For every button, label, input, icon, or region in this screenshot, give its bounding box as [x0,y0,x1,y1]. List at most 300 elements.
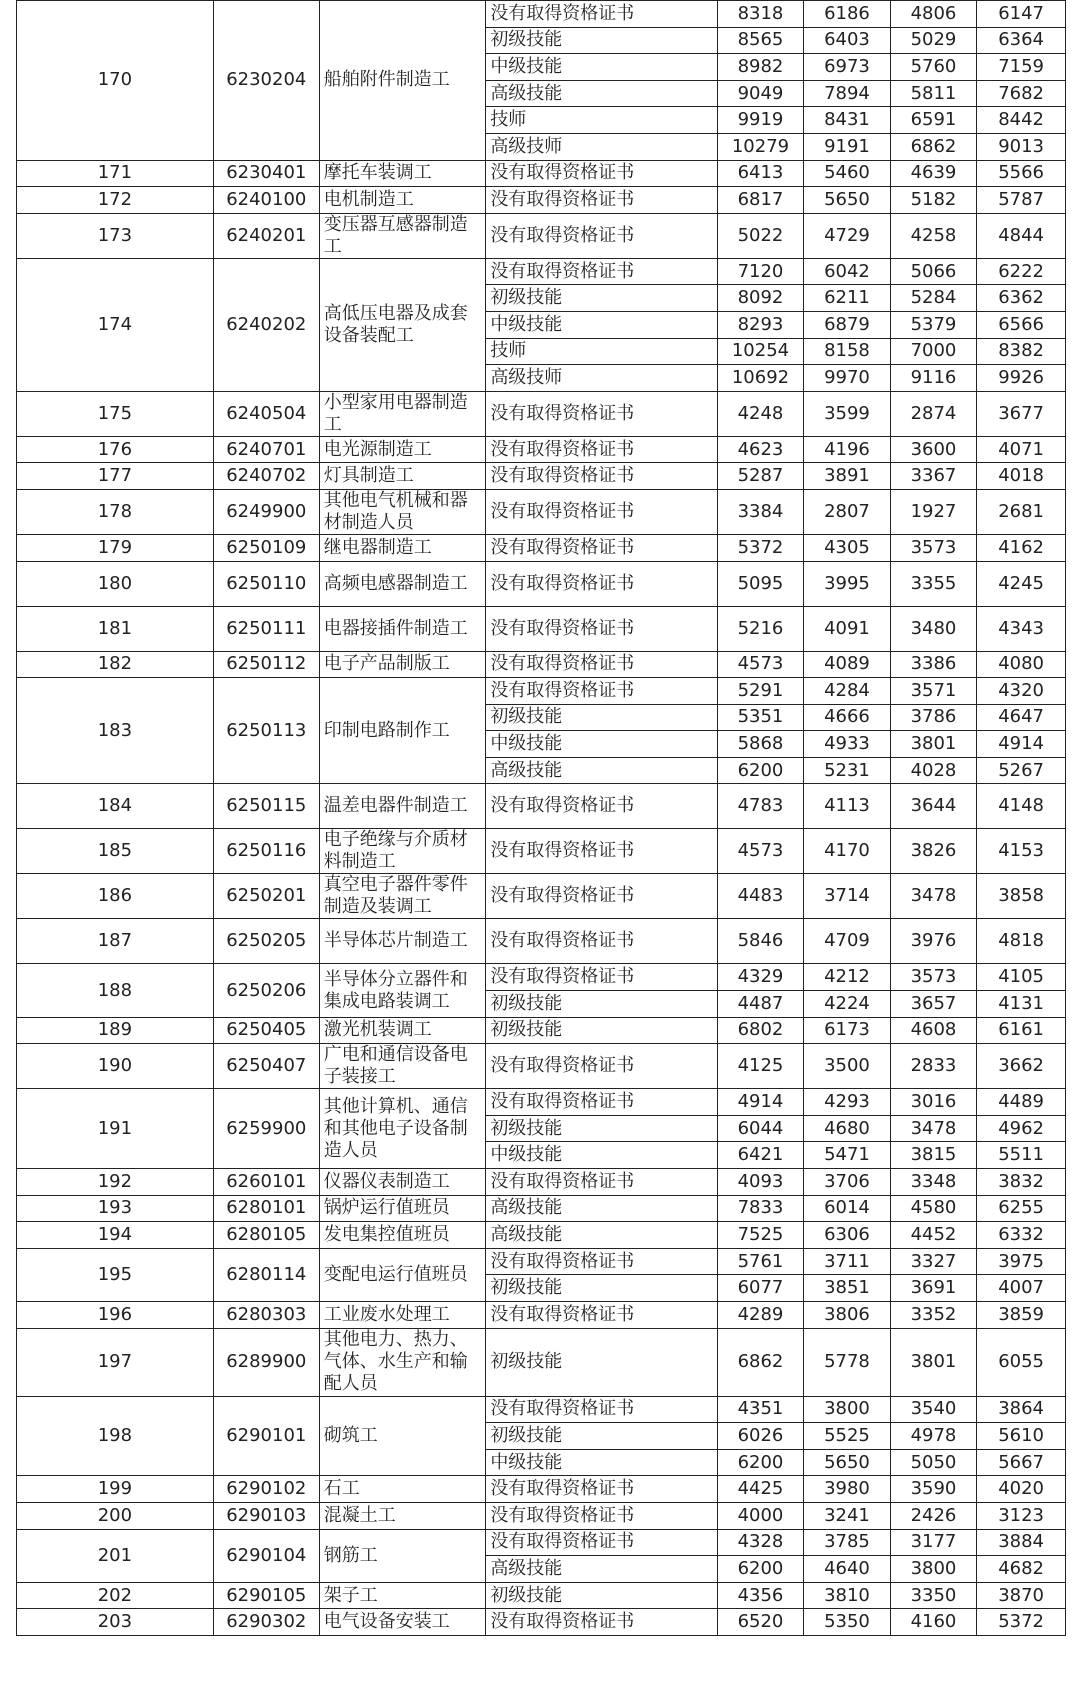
table-row [17,651,1066,678]
row-number: 178 [17,489,214,534]
occupation-code: 6280303 [213,1302,319,1329]
occupation-name: 继电器制造工 [319,534,486,561]
wage-value: 3800 [804,1396,891,1423]
wage-value: 5267 [977,757,1066,784]
wage-value: 5811 [890,80,977,107]
skill-level: 中级技能 [486,1449,717,1476]
wage-value: 8382 [977,338,1066,365]
skill-level: 没有取得资格证书 [486,391,717,436]
wage-value: 4080 [977,651,1066,678]
wage-value: 3980 [804,1476,891,1503]
skill-level: 没有取得资格证书 [486,1476,717,1503]
skill-level: 没有取得资格证书 [486,1502,717,1529]
wage-value: 4978 [890,1423,977,1450]
skill-level: 没有取得资格证书 [486,1609,717,1636]
table-row [17,874,1066,919]
wage-value: 9926 [977,365,1066,392]
wage-value: 3691 [890,1275,977,1302]
table-row [17,489,1066,534]
occupation-name: 电器接插件制造工 [319,606,486,651]
wage-value: 4608 [890,1017,977,1044]
row-number: 188 [17,964,214,1017]
skill-level: 没有取得资格证书 [486,436,717,463]
wage-value: 7000 [890,338,977,365]
occupation-name: 钢筋工 [319,1529,486,1582]
skill-level: 没有取得资格证书 [486,160,717,187]
occupation-code: 6290103 [213,1502,319,1529]
wage-value: 5182 [890,187,977,214]
table-row [17,606,1066,651]
wage-value: 3350 [890,1582,977,1609]
row-number: 184 [17,784,214,829]
wage-value: 5471 [804,1142,891,1169]
skill-level: 没有取得资格证书 [486,606,717,651]
row-number: 196 [17,1302,214,1329]
wage-value: 5868 [717,731,804,758]
wage-value: 3832 [977,1169,1066,1196]
wage-value: 5351 [717,704,804,731]
wage-value: 3599 [804,391,891,436]
row-number: 202 [17,1582,214,1609]
occupation-name: 工业废水处理工 [319,1302,486,1329]
occupation-code: 6240201 [213,213,319,258]
table-row [17,964,1066,991]
occupation-code: 6250111 [213,606,319,651]
wage-value: 4682 [977,1556,1066,1583]
wage-value: 3677 [977,391,1066,436]
wage-value: 3384 [717,489,804,534]
wage-value: 6222 [977,258,1066,285]
wage-value: 3711 [804,1248,891,1275]
wage-value: 7833 [717,1195,804,1222]
skill-level: 中级技能 [486,54,717,81]
wage-value: 4666 [804,704,891,731]
wage-value: 4709 [804,919,891,964]
wage-value: 3706 [804,1169,891,1196]
skill-level: 没有取得资格证书 [486,463,717,490]
wage-value: 6403 [804,27,891,54]
wage-value: 4844 [977,213,1066,258]
occupation-code: 6290101 [213,1396,319,1476]
skill-level: 中级技能 [486,731,717,758]
wage-value: 6879 [804,311,891,338]
skill-level: 高级技能 [486,80,717,107]
row-number: 200 [17,1502,214,1529]
wage-value: 6802 [717,1017,804,1044]
wage-value: 4623 [717,436,804,463]
row-number: 191 [17,1089,214,1169]
skill-level: 高级技能 [486,1195,717,1222]
wage-value: 4028 [890,757,977,784]
skill-level: 没有取得资格证书 [486,1089,717,1116]
wage-value: 4245 [977,561,1066,606]
wage-value: 5050 [890,1449,977,1476]
row-number: 198 [17,1396,214,1476]
table-row [17,258,1066,285]
occupation-name: 架子工 [319,1582,486,1609]
wage-value: 4289 [717,1302,804,1329]
skill-level: 初级技能 [486,285,717,312]
wage-value: 6862 [717,1328,804,1396]
wage-value: 4089 [804,651,891,678]
occupation-code: 6250407 [213,1044,319,1089]
table-row [17,391,1066,436]
skill-level: 没有取得资格证书 [486,258,717,285]
wage-value: 4573 [717,829,804,874]
skill-level: 高级技师 [486,365,717,392]
wage-value: 3785 [804,1529,891,1556]
wage-value: 4425 [717,1476,804,1503]
occupation-code: 6240202 [213,258,319,391]
table-row [17,561,1066,606]
occupation-code: 6289900 [213,1328,319,1396]
wage-value: 4018 [977,463,1066,490]
table-row [17,187,1066,214]
wage-value: 4729 [804,213,891,258]
skill-level: 高级技能 [486,1556,717,1583]
wage-value: 4487 [717,991,804,1018]
wage-value: 8293 [717,311,804,338]
wage-value: 4093 [717,1169,804,1196]
wage-value: 3500 [804,1044,891,1089]
skill-level: 没有取得资格证书 [486,1044,717,1089]
skill-level: 初级技能 [486,704,717,731]
wage-value: 3858 [977,874,1066,919]
wage-value: 4573 [717,651,804,678]
row-number: 201 [17,1529,214,1582]
table-row [17,1222,1066,1249]
occupation-code: 6250205 [213,919,319,964]
row-number: 203 [17,1609,214,1636]
occupation-name: 电子绝缘与介质材料制造工 [319,829,486,874]
wage-value: 8442 [977,107,1066,134]
table-row [17,436,1066,463]
skill-level: 中级技能 [486,1142,717,1169]
wage-value: 5761 [717,1248,804,1275]
skill-level: 没有取得资格证书 [486,1529,717,1556]
skill-level: 没有取得资格证书 [486,829,717,874]
occupation-code: 6290105 [213,1582,319,1609]
wage-value: 3480 [890,606,977,651]
wage-value: 4196 [804,436,891,463]
skill-level: 中级技能 [486,311,717,338]
wage-value: 6014 [804,1195,891,1222]
wage-value: 6332 [977,1222,1066,1249]
skill-level: 没有取得资格证书 [486,1302,717,1329]
wage-value: 3826 [890,829,977,874]
wage-value: 10692 [717,365,804,392]
row-number: 176 [17,436,214,463]
wage-value: 5372 [977,1609,1066,1636]
skill-level: 没有取得资格证书 [486,1396,717,1423]
wage-value: 6306 [804,1222,891,1249]
skill-level: 初级技能 [486,1423,717,1450]
wage-value: 3386 [890,651,977,678]
skill-level: 没有取得资格证书 [486,213,717,258]
table-row [17,534,1066,561]
wage-value: 5066 [890,258,977,285]
occupation-name: 灯具制造工 [319,463,486,490]
wage-value: 3644 [890,784,977,829]
skill-level: 初级技能 [486,1275,717,1302]
wage-value: 4153 [977,829,1066,874]
wage-value: 5566 [977,160,1066,187]
wage-value: 4639 [890,160,977,187]
wage-value: 4489 [977,1089,1066,1116]
wage-value: 4007 [977,1275,1066,1302]
wage-value: 4680 [804,1115,891,1142]
wage-value: 6200 [717,1449,804,1476]
wage-value: 3123 [977,1502,1066,1529]
table-row [17,1328,1066,1396]
row-number: 183 [17,678,214,784]
wage-value: 5525 [804,1423,891,1450]
row-number: 171 [17,160,214,187]
wage-value: 3870 [977,1582,1066,1609]
wage-value: 3571 [890,678,977,705]
wage-value: 3786 [890,704,977,731]
wage-value: 6200 [717,1556,804,1583]
occupation-name: 半导体芯片制造工 [319,919,486,964]
occupation-code: 6250116 [213,829,319,874]
wage-value: 4914 [977,731,1066,758]
wage-value: 6566 [977,311,1066,338]
wage-value: 5350 [804,1609,891,1636]
wage-value: 6255 [977,1195,1066,1222]
wage-value: 4000 [717,1502,804,1529]
wage-value: 3864 [977,1396,1066,1423]
row-number: 186 [17,874,214,919]
wage-value: 5846 [717,919,804,964]
wage-value: 8318 [717,1,804,28]
occupation-name: 船舶附件制造工 [319,1,486,161]
skill-level: 没有取得资格证书 [486,678,717,705]
skill-level: 没有取得资格证书 [486,534,717,561]
occupation-name: 锅炉运行值班员 [319,1195,486,1222]
wage-value: 10279 [717,133,804,160]
wage-value: 5372 [717,534,804,561]
wage-value: 8982 [717,54,804,81]
skill-level: 没有取得资格证书 [486,784,717,829]
row-number: 175 [17,391,214,436]
row-number: 197 [17,1328,214,1396]
wage-value: 4351 [717,1396,804,1423]
wage-value: 4248 [717,391,804,436]
occupation-name: 印制电路制作工 [319,678,486,784]
skill-level: 初级技能 [486,27,717,54]
wage-value: 5379 [890,311,977,338]
wage-value: 2874 [890,391,977,436]
occupation-code: 6250206 [213,964,319,1017]
occupation-name: 电机制造工 [319,187,486,214]
wage-value: 5022 [717,213,804,258]
wage-value: 5460 [804,160,891,187]
wage-value: 4914 [717,1089,804,1116]
skill-level: 初级技能 [486,1017,717,1044]
table-row [17,829,1066,874]
occupation-name: 变配电运行值班员 [319,1248,486,1301]
wage-value: 4258 [890,213,977,258]
wage-value: 6817 [717,187,804,214]
table-row [17,1582,1066,1609]
wage-value: 6055 [977,1328,1066,1396]
wage-value: 3975 [977,1248,1066,1275]
wage-value: 4293 [804,1089,891,1116]
wage-value: 6421 [717,1142,804,1169]
wage-value: 2833 [890,1044,977,1089]
occupation-name: 电子产品制版工 [319,651,486,678]
wage-value: 4580 [890,1195,977,1222]
occupation-name: 广电和通信设备电子装接工 [319,1044,486,1089]
wage-value: 3714 [804,874,891,919]
occupation-name: 电气设备安装工 [319,1609,486,1636]
table-row [17,678,1066,705]
wage-value: 4343 [977,606,1066,651]
wage-value: 6173 [804,1017,891,1044]
wage-value: 4818 [977,919,1066,964]
wage-value: 5667 [977,1449,1066,1476]
occupation-code: 6240100 [213,187,319,214]
skill-level: 初级技能 [486,1328,717,1396]
wage-value: 3241 [804,1502,891,1529]
occupation-code: 6290302 [213,1609,319,1636]
wage-value: 6211 [804,285,891,312]
wage-value: 5650 [804,1449,891,1476]
wage-value: 4640 [804,1556,891,1583]
wage-value: 2807 [804,489,891,534]
occupation-code: 6240504 [213,391,319,436]
wage-value: 4020 [977,1476,1066,1503]
wage-value: 4091 [804,606,891,651]
skill-level: 高级技能 [486,757,717,784]
wage-value: 5511 [977,1142,1066,1169]
occupation-code: 6260101 [213,1169,319,1196]
wage-value: 6364 [977,27,1066,54]
table-row [17,1476,1066,1503]
occupation-name: 高频电感器制造工 [319,561,486,606]
row-number: 193 [17,1195,214,1222]
wage-value: 3810 [804,1582,891,1609]
occupation-code: 6240702 [213,463,319,490]
occupation-code: 6250112 [213,651,319,678]
occupation-code: 6280101 [213,1195,319,1222]
occupation-name: 其他电气机械和器材制造人员 [319,489,486,534]
occupation-name: 其他计算机、通信和其他电子设备制造人员 [319,1089,486,1169]
occupation-code: 6250113 [213,678,319,784]
wage-value: 3540 [890,1396,977,1423]
row-number: 172 [17,187,214,214]
wage-value: 6520 [717,1609,804,1636]
skill-level: 技师 [486,107,717,134]
wage-value: 6147 [977,1,1066,28]
table-row [17,1169,1066,1196]
wage-value: 3573 [890,964,977,991]
skill-level: 高级技能 [486,1222,717,1249]
wage-value: 4170 [804,829,891,874]
table-row [17,1044,1066,1089]
table-row [17,463,1066,490]
wage-value: 3478 [890,1115,977,1142]
skill-level: 没有取得资格证书 [486,1248,717,1275]
row-number: 194 [17,1222,214,1249]
occupation-code: 6280114 [213,1248,319,1301]
skill-level: 没有取得资格证书 [486,1,717,28]
occupation-code: 6290102 [213,1476,319,1503]
occupation-name: 发电集控值班员 [319,1222,486,1249]
skill-level: 没有取得资格证书 [486,561,717,606]
occupation-name: 真空电子器件零件制造及装调工 [319,874,486,919]
wage-value: 8158 [804,338,891,365]
wage-value: 4452 [890,1222,977,1249]
wage-value: 4962 [977,1115,1066,1142]
wage-value: 2681 [977,489,1066,534]
occupation-code: 6250110 [213,561,319,606]
wage-value: 6362 [977,285,1066,312]
wage-value: 3806 [804,1302,891,1329]
wage-value: 3657 [890,991,977,1018]
wage-value: 3573 [890,534,977,561]
wage-value: 6413 [717,160,804,187]
wage-value: 9116 [890,365,977,392]
occupation-code: 6230401 [213,160,319,187]
table-row [17,213,1066,258]
row-number: 195 [17,1248,214,1301]
wage-value: 5287 [717,463,804,490]
wage-value: 5284 [890,285,977,312]
skill-level: 初级技能 [486,1582,717,1609]
wage-value: 5778 [804,1328,891,1396]
wage-value: 6161 [977,1017,1066,1044]
wage-value: 6591 [890,107,977,134]
occupation-code: 6250109 [213,534,319,561]
wage-value: 6973 [804,54,891,81]
row-number: 192 [17,1169,214,1196]
row-number: 199 [17,1476,214,1503]
row-number: 187 [17,919,214,964]
skill-level: 技师 [486,338,717,365]
wage-value: 4356 [717,1582,804,1609]
occupation-code: 6280105 [213,1222,319,1249]
wage-value: 3800 [890,1556,977,1583]
wage-value: 4284 [804,678,891,705]
wage-value: 5760 [890,54,977,81]
wage-value: 8092 [717,285,804,312]
wage-value: 4933 [804,731,891,758]
row-number: 185 [17,829,214,874]
wage-value: 9919 [717,107,804,134]
occupation-name: 电光源制造工 [319,436,486,463]
occupation-code: 6250405 [213,1017,319,1044]
wage-value: 7682 [977,80,1066,107]
wage-value: 3600 [890,436,977,463]
skill-level: 没有取得资格证书 [486,919,717,964]
wage-value: 6200 [717,757,804,784]
wage-value: 5095 [717,561,804,606]
row-number: 179 [17,534,214,561]
wage-value: 3801 [890,731,977,758]
wage-value: 4328 [717,1529,804,1556]
wage-value: 7894 [804,80,891,107]
wage-value: 6026 [717,1423,804,1450]
wage-table-body [17,1,1066,1636]
occupation-name: 半导体分立器件和集成电路装调工 [319,964,486,1017]
table-row [17,1529,1066,1556]
row-number: 181 [17,606,214,651]
table-row [17,1302,1066,1329]
wage-value: 7159 [977,54,1066,81]
wage-value: 9191 [804,133,891,160]
occupation-name: 其他电力、热力、气体、水生产和输配人员 [319,1328,486,1396]
